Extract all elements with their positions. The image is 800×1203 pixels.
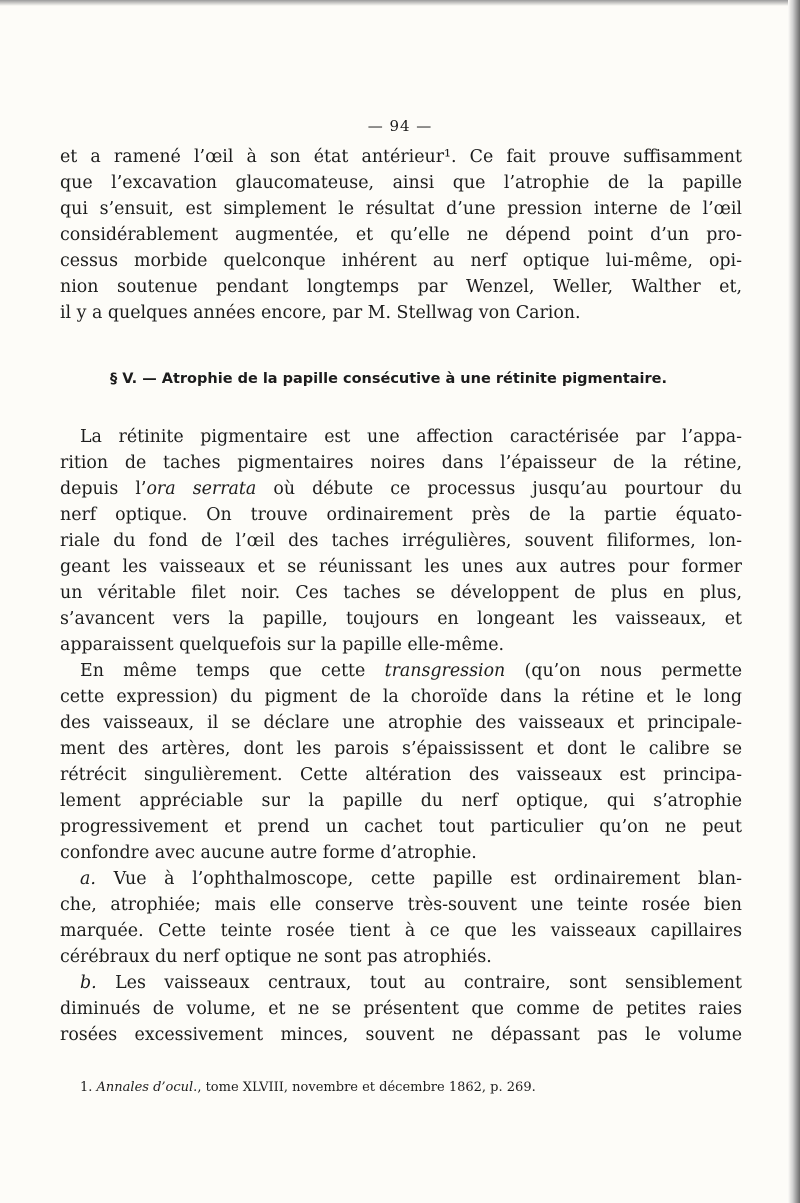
text-line	[80, 658, 742, 684]
footnote-details: , tome XLVIII, novembre et décembre 1862, p. 269.	[197, 1080, 536, 1095]
text-line: La rétinite pigmentaire est une affection caractérisée par l’appa-	[80, 427, 742, 447]
text-line: cessus morbide quelconque inhérent au nerf optique lui-même, opi-	[60, 251, 742, 271]
italic-term: transgression	[384, 661, 506, 681]
text-line: marquée. Cette teinte rosée tient à ce que les vaisseaux capillaires	[60, 921, 742, 941]
text-line: apparaissent quelquefois sur la papille elle-même.	[60, 635, 505, 655]
list-label: b.	[80, 973, 97, 993]
text-line: rosées excessivement minces, souvent ne dépassant pas le volume	[60, 1025, 742, 1045]
text-line: confondre avec aucune autre forme d’atrophie.	[60, 843, 477, 863]
text-line	[80, 970, 742, 996]
text-line: un véritable filet noir. Ces taches se développent de plus en plus,	[60, 583, 742, 603]
text-line: diminués de volume, et ne se présentent que comme de petites raies	[60, 999, 742, 1019]
text-line	[60, 476, 742, 502]
text-line: ment des artères, dont les parois s’épaississent et dont le calibre se	[60, 739, 742, 759]
page-binding-edge	[788, 0, 800, 1203]
footnote-number: 1.	[80, 1080, 93, 1095]
text-line: progressivement et prend un cachet tout particulier qu’on ne peut	[60, 817, 742, 837]
text-line: que l’excavation glaucomateuse, ainsi que l’atrophie de la papille	[60, 173, 742, 193]
page-top-edge	[0, 0, 800, 6]
text-line: lement appréciable sur la papille du nerf optique, qui s’atrophie	[60, 791, 742, 811]
text-line: des vaisseaux, il se déclare une atrophie des vaisseaux et principale-	[60, 713, 742, 733]
text-run: où débute ce processus jusqu’au pourtour du	[256, 479, 742, 499]
text-line: il y a quelques années encore, par M. Stellwag von Carion.	[60, 303, 581, 323]
text-line: qui s’ensuit, est simplement le résultat d’une pression interne de l’œil	[60, 199, 742, 219]
page-number: — 94 —	[367, 117, 433, 135]
list-label: a.	[80, 869, 96, 889]
footnote-source: Annales d’ocul.	[96, 1080, 198, 1095]
footnote	[80, 1078, 536, 1098]
italic-term: ora serrata	[146, 479, 257, 499]
text-line: et a ramené l’œil à son état antérieur¹. Ce fait prouve suffisamment	[60, 147, 742, 167]
text-line: rétrécit singulièrement. Cette altération des vaisseaux est principa-	[60, 765, 742, 785]
text-line: che, atrophiée; mais elle conserve très-souvent une teinte rosée bien	[60, 895, 742, 915]
text-line: rition de taches pigmentaires noires dans l’épaisseur de la rétine,	[60, 453, 742, 473]
text-run: (qu’on nous permette	[505, 661, 742, 681]
text-line: cérébraux du nerf optique ne sont pas atrophiés.	[60, 947, 492, 967]
text-line	[80, 866, 742, 892]
text-line: riale du fond de l’œil des taches irrégulières, souvent filiformes, lon-	[60, 531, 742, 551]
text-line: nion soutenue pendant longtemps par Wenzel, Weller, Walther et,	[60, 277, 742, 297]
text-line: geant les vaisseaux et se réunissant les unes aux autres pour former	[60, 557, 742, 577]
text-run: Les vaisseaux centraux, tout au contraire, sont sensiblement	[96, 973, 742, 993]
text-run: Vue à l’ophthalmoscope, cette papille est ordinairement blan-	[95, 869, 742, 889]
section-heading: § V. — Atrophie de la papille consécutive à une rétinite pigmentaire.	[110, 371, 668, 387]
text-run: En même temps que cette	[80, 661, 385, 681]
text-run: depuis l’	[60, 479, 147, 499]
text-line: nerf optique. On trouve ordinairement près de la partie équato-	[60, 505, 742, 525]
text-line: considérablement augmentée, et qu’elle ne dépend point d’un pro-	[60, 225, 742, 245]
text-line: s’avancent vers la papille, toujours en longeant les vaisseaux, et	[60, 609, 742, 629]
text-line: cette expression) du pigment de la choroïde dans la rétine et le long	[60, 687, 742, 707]
